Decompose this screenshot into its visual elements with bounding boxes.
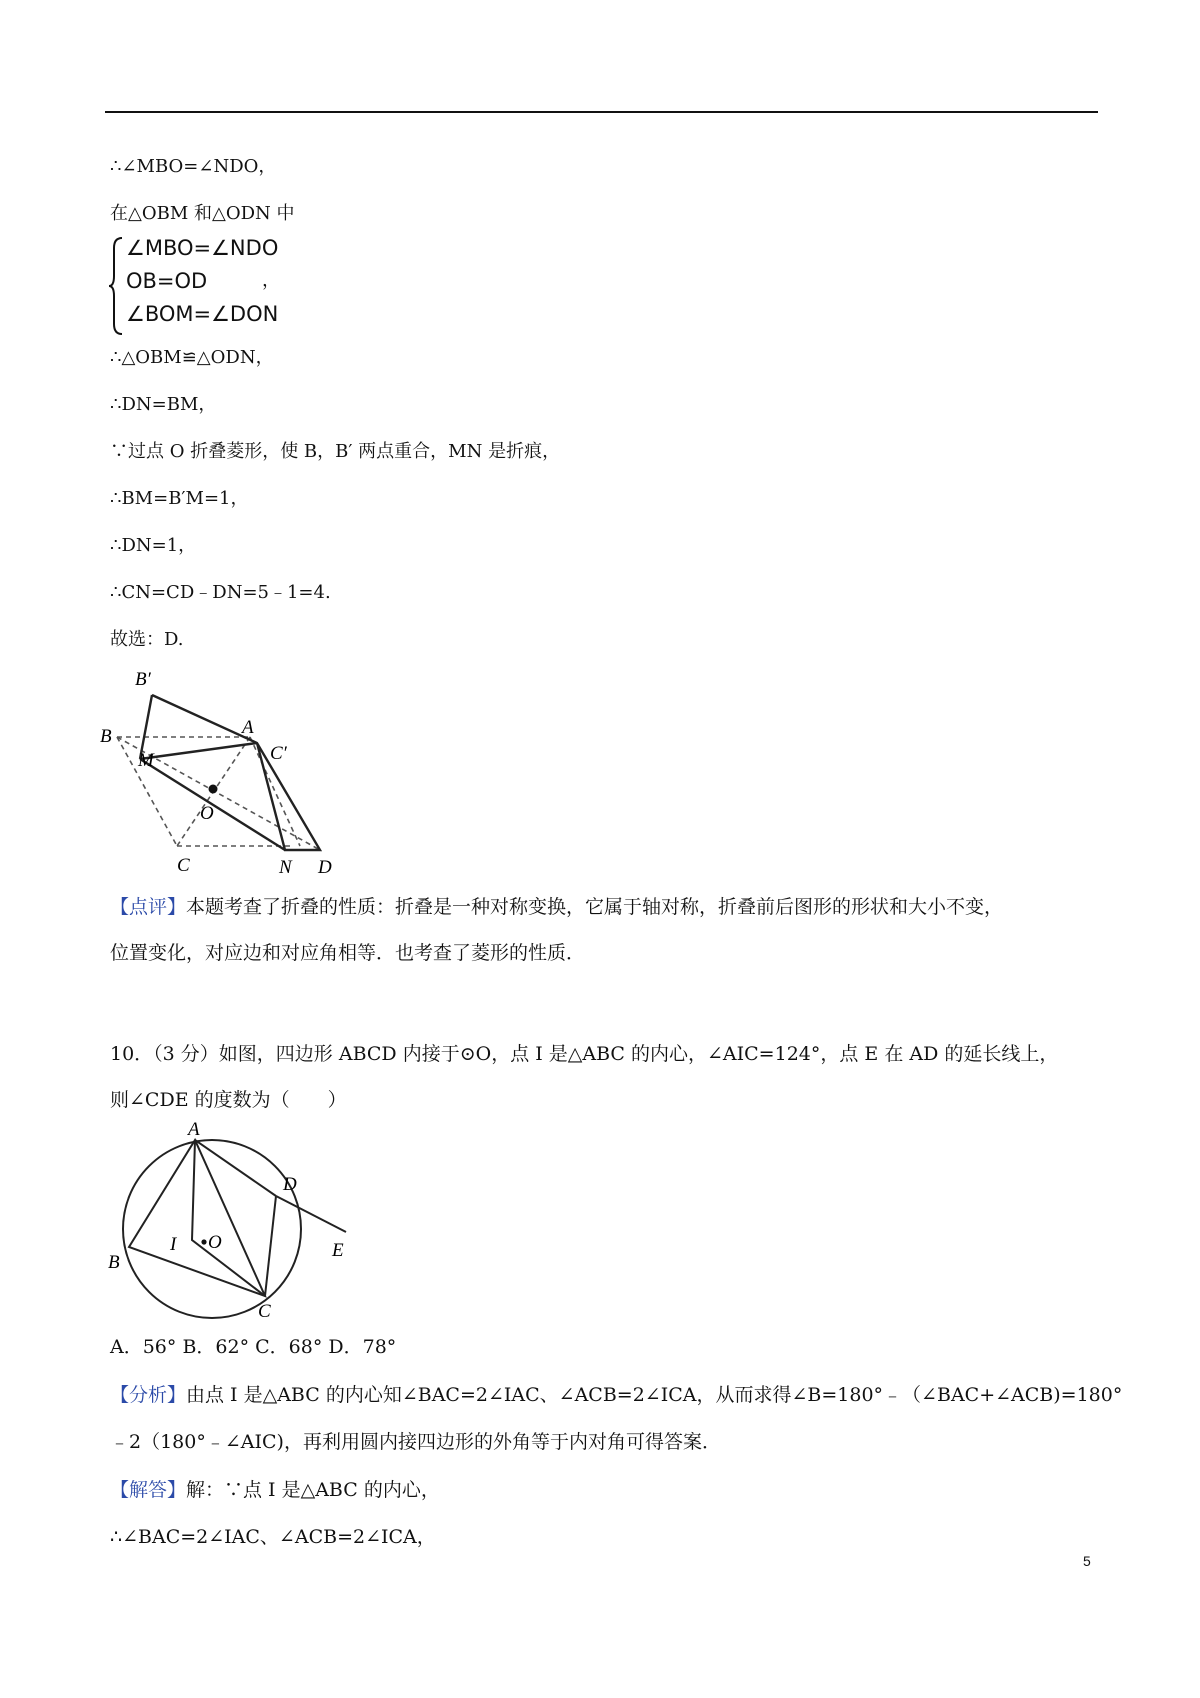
- analysis-text: ﹣2（180°﹣∠AIC)，再利用圆内接四边形的外角等于内对角可得答案．: [110, 1431, 721, 1453]
- comment-text: 位置变化，对应边和对应角相等．也考查了菱形的性质．: [110, 942, 586, 964]
- point-label: N: [279, 857, 292, 878]
- text-line: ∴BM=B′M=1，: [110, 488, 249, 509]
- point-label: C: [258, 1301, 271, 1322]
- brace-icon: [108, 236, 128, 336]
- comment-text: 本题考查了折叠的性质：折叠是一种对称变换，它属于轴对称，折叠前后图形的形状和大小不变，: [186, 896, 1004, 918]
- header-rule: [105, 111, 1098, 113]
- text-line: ∵过点 O 折叠菱形，使 B，B′ 两点重合，MN 是折痕，: [110, 441, 561, 462]
- point-label: M: [138, 750, 154, 771]
- point-label: B: [108, 1252, 120, 1273]
- point-label: A: [242, 717, 254, 738]
- comment-line: [110, 895, 1003, 919]
- point-label: B′: [135, 669, 151, 690]
- point-label: A: [188, 1119, 200, 1140]
- analysis-line: [110, 1383, 1122, 1407]
- point-label: E: [332, 1240, 344, 1261]
- point-label: O: [200, 803, 214, 824]
- analysis-tag: 【分析】: [110, 1384, 187, 1406]
- text-line: 在△OBM 和△ODN 中: [110, 203, 295, 224]
- answer-text: 解：∵点 I 是△ABC 的内心，: [186, 1479, 440, 1501]
- answer-line: [110, 1478, 440, 1502]
- text-line: ∴DN=1，: [110, 535, 197, 556]
- question-text: 10．（3 分）如图，四边形 ABCD 内接于⊙O，点 I 是△ABC 的内心，∠AIC=124°，点 E 在 AD 的延长线上，: [110, 1043, 1059, 1065]
- system-row: ∠MBO=∠NDO: [126, 236, 279, 260]
- answer-tag: 【解答】: [110, 1479, 187, 1501]
- comment-tag: 【点评】: [110, 896, 187, 918]
- page-number: 5: [1083, 1553, 1091, 1569]
- point-label: B: [100, 726, 112, 747]
- answer-options: A．56° B．62° C．68° D．78°: [110, 1336, 397, 1358]
- answer-text: ∴∠BAC=2∠IAC、∠ACB=2∠ICA，: [110, 1526, 436, 1548]
- point-label: I: [170, 1234, 177, 1255]
- equation-system: [108, 236, 288, 336]
- rhombus-fold-figure: [100, 665, 340, 880]
- system-comma: ，: [262, 270, 280, 291]
- text-line: ∴DN=BM，: [110, 394, 217, 415]
- question-text: 则∠CDE 的度数为（ ）: [110, 1089, 347, 1111]
- point-label: O: [208, 1232, 222, 1253]
- text-line: ∴△OBM≌△ODN，: [110, 347, 274, 368]
- point-label: C′: [270, 743, 287, 764]
- system-row: ∠BOM=∠DON: [126, 302, 279, 326]
- point-label: C: [177, 855, 190, 876]
- point-label: D: [283, 1174, 297, 1195]
- text-line: ∴∠MBO=∠NDO，: [110, 156, 277, 177]
- text-line: ∴CN=CD﹣DN=5﹣1=4.: [110, 582, 331, 603]
- point-label: D: [318, 857, 332, 878]
- analysis-text: 由点 I 是△ABC 的内心知∠BAC=2∠IAC、∠ACB=2∠ICA，从而求得∠B=180°﹣（∠BAC+∠ACB)=180°: [186, 1384, 1123, 1406]
- circle-quadrilateral-figure: [100, 1118, 360, 1323]
- system-row: OB=OD: [126, 269, 208, 293]
- text-line: 故选：D.: [110, 629, 184, 650]
